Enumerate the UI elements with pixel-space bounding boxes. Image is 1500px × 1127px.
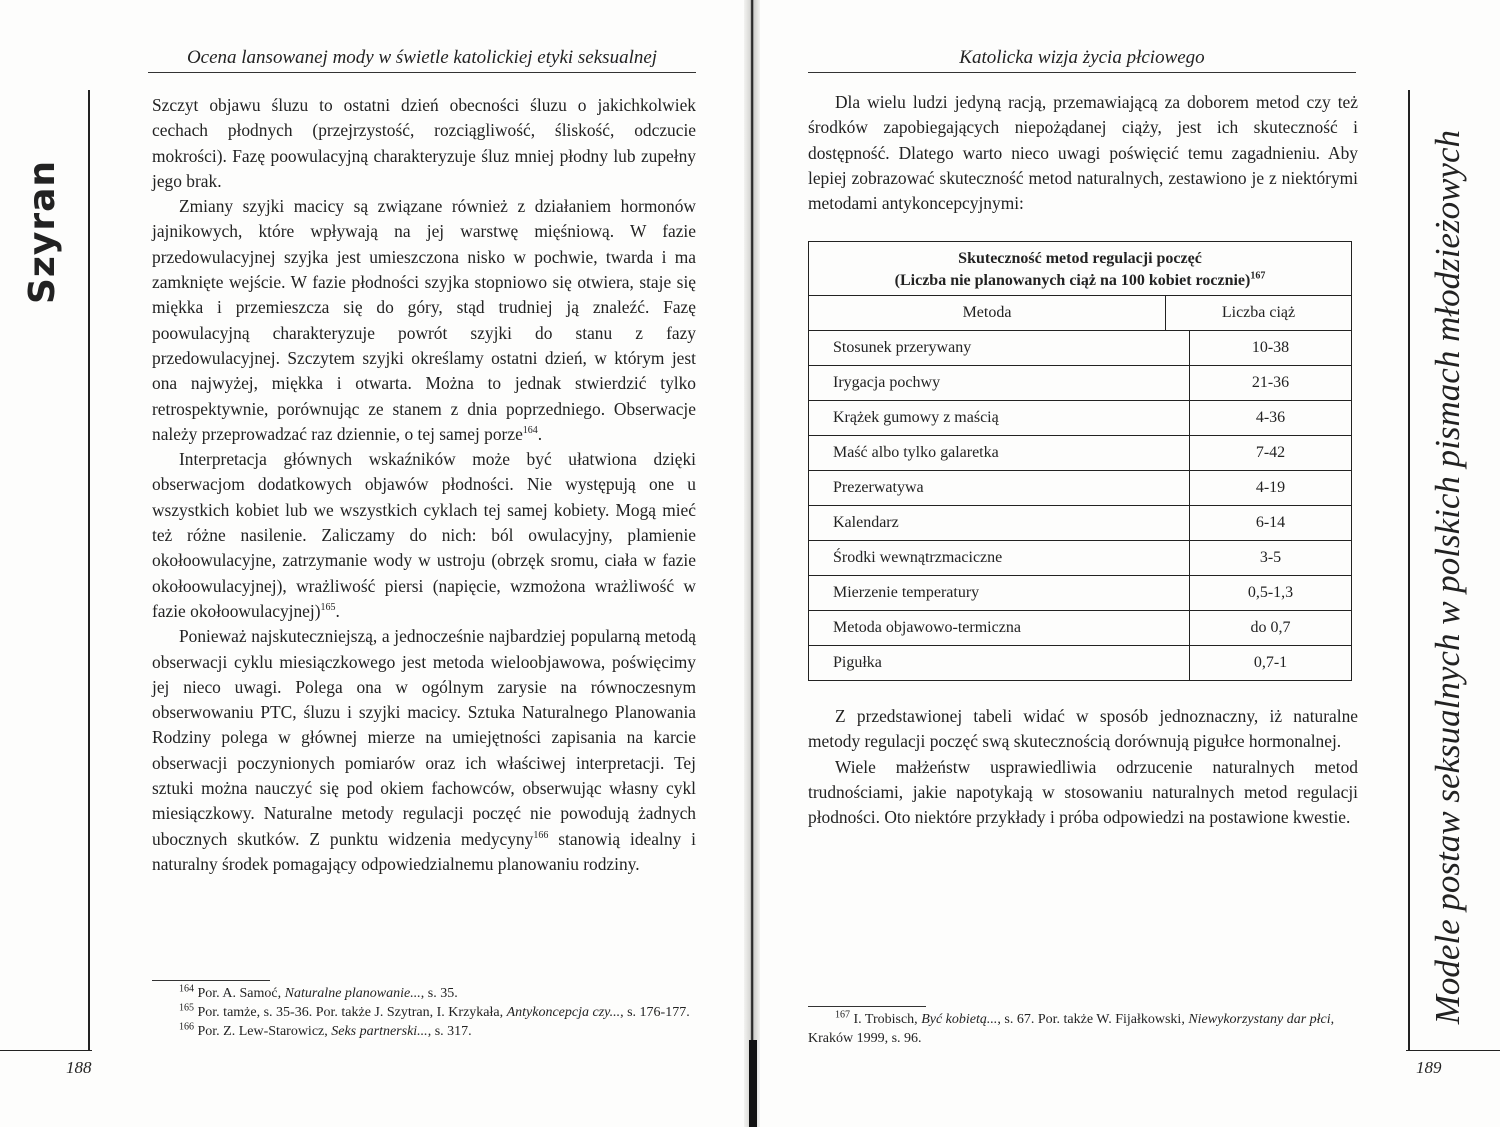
right-running-header: Katolicka wizja życia płciowego (808, 47, 1356, 73)
page-number: 188 (66, 1058, 92, 1077)
footnote-ref[interactable]: 164 (522, 425, 538, 437)
efficacy-table (808, 241, 1352, 681)
table-row: Stosunek przerywany 10-38 (809, 331, 1351, 366)
footnote-rule (808, 1006, 926, 1007)
left-footnotes (152, 984, 696, 1041)
paragraph: Zmiany szyjki macicy są związane również z działaniem hormonów jajnikowych, które wpływają na jej warstwę mięśniową. W fazie przedowulacyjnej szyjka jest umieszczona nisko w pochwie, twarda i ma zamknięte wejście. W fazie płodności szyjka stopniowo się otwiera, staje się miękka i przemieszcza się do góry, stąd trudniej ją znaleźć. Fazę poowulacyjną charakteryzuje powrót szyjki do stanu z fazy przedowulacyjnej. Szczytem szyjki określamy ostatni dzień, w którym jest ona najwyżej, miękka i otwarta. Można to jednak stwierdzić tylko retrospektywnie, porównując ze stanem z dnia poprzedniego. Obserwacje należy przeprowadzać raz dziennie, o tej samej porze$^{164}$. (152, 196, 696, 444)
left-side-tab (0, 90, 94, 1050)
footnote-ref[interactable]: 166 (533, 829, 549, 841)
right-side-tab (1406, 90, 1500, 1050)
table-row: Mierzenie temperatury 0,5-1,3 (809, 576, 1351, 611)
left-page (0, 0, 744, 1127)
footnote-ref[interactable]: 165 (320, 602, 336, 614)
footnote-rule (152, 980, 270, 981)
left-body-text (152, 93, 696, 877)
paragraph: Interpretacja głównych wskaźników może być ułatwiona dzięki obserwacjom dodatkowych objawów płodności. Nie występują one u wszystkich kobiet lub we wszystkich cyklach tej samej kobiety. Mogą mieć też różne nasilenie. Zaliczamy do nich: ból owulacyjny, plamienie okołoowulacyjne, zatrzymanie wody w ustroju (obrzęk sromu, ciała w fazie okołoowulacyjnej), wrażliwość piersi (napięcie, wzmożona wrażliwość w fazie okołoowulacyjnej)$^{165}$. (152, 449, 696, 621)
side-tab-rule (88, 90, 90, 1050)
paragraph: Ponieważ najskuteczniejszą, a jednocześnie najbardziej popularną metodą obserwacji cyklu miesiączkowego jest metoda wieloobjawowa, poświęcimy jej nieco uwagi. Polega ona w ogólnym zarysie na równoczesnym obserwowaniu PTC, śluzu i szyjki macicy. Sztuka Naturalnego Planowania Rodziny polega w głównej mierze na umiejętności zapisania na karcie obserwacji poczynionych pomiarów oraz ich właściwej interpretacji. Tej sztuki można nauczyć się pod okiem fachowców, obserwując własny cykl miesiączkowy. Naturalne metody regulacji poczęć nie powodują żadnych ubocznych skutków. Z punktu widzenia medycyny$^{166}$ stanowią idealny i naturalny środek pomagający odpowiedzialnemu planowaniu rodziny. (152, 626, 696, 874)
book-gutter (744, 0, 760, 1127)
page-bottom-rule (1406, 1050, 1500, 1051)
table-row: Maść albo tylko galaretka 7-42 (809, 436, 1351, 471)
paragraph: Wiele małżeństw usprawiedliwia odrzucenie naturalnych metod trudnościami, jakie napotykają w stosowaniu naturalnych metod regulacji płodności. Oto niektóre przykłady i próba odpowiedzi na postawione kwestie. (808, 756, 1358, 828)
table-row: Irygacja pochwy 21-36 (809, 366, 1351, 401)
footnote: $^{166}$ Por. Z. Lew-Starowicz, Seks partnerski..., s. 317. (179, 1021, 472, 1039)
paragraph: Dla wielu ludzi jedyną racją, przemawiającą za doborem metod czy też środków zapobiegających niepożądanej ciąży, jest ich skuteczność i dostępność. Dlatego warto nieco uwagi poświęcić temu zagadnieniu. Aby lepiej zobrazować skuteczność metod naturalnych, zestawiono je z niektórymi metodami antykoncepcyjnymi: (808, 92, 1358, 214)
footnote: $^{167}$ I. Trobisch, Być kobietą..., s. 67. Por. także W. Fijałkowski, Niewykorzystany dar płci, Kraków 1999, s. 96. (808, 1009, 1335, 1046)
table-row: Prezerwatywa 4-19 (809, 471, 1351, 506)
right-body-text-after-table (808, 704, 1358, 830)
paragraph: Szczyt objawu śluzu to ostatni dzień obecności śluzu o jakichkolwiek cechach płodnych (przejrzystość, rozciągliwość, śliskość, odczucie mokrości). Fazę poowulacyjną charakteryzuje śluz mniej płodny lub zupełny jego brak. (152, 95, 696, 191)
table-row: Pigułka 0,7-1 (809, 646, 1351, 680)
table-row: Metoda objawowo-termiczna do 0,7 (809, 611, 1351, 646)
table-row: Środki wewnątrzmaciczne 3-5 (809, 541, 1351, 576)
author-side-label: Szyran (22, 160, 63, 305)
footnote: $^{165}$ Por. tamże, s. 35-36. Por. także J. Szytran, I. Krzykała, Antykoncepcja czy..., s. 176-177. (179, 1002, 690, 1020)
paragraph: Z przedstawionej tabeli widać w sposób jednoznaczny, iż naturalne metody regulacji poczęć swą skutecznością dorównują pigułce hormonalnej. (808, 706, 1358, 752)
page-bottom-rule (0, 1050, 92, 1051)
footnote-ref[interactable]: 167 (1250, 270, 1266, 282)
header-method: Metoda (809, 296, 1166, 330)
footnote: $^{164}$ Por. A. Samoć, Naturalne planowanie..., s. 35. (179, 983, 458, 1001)
table-caption: Skuteczność metod regulacji poczęć (Liczba nie planowanych ciąż na 100 kobiet rocznie)$^{167}$ (809, 242, 1351, 296)
table-header-row (809, 296, 1351, 331)
right-body-text (808, 90, 1358, 216)
table-row: Krążek gumowy z maścią 4-36 (809, 401, 1351, 436)
header-value: Liczba ciąż (1221, 304, 1296, 321)
left-running-header: Ocena lansowanej mody w świetle katolickiej etyki seksualnej (148, 47, 696, 73)
page-number: 189 (1416, 1058, 1442, 1077)
table-row: Kalendarz 6-14 (809, 506, 1351, 541)
right-page (760, 0, 1500, 1127)
book-title-side-label: Modele postaw seksualnych w polskich pismach młodzieżowych (1428, 130, 1467, 1025)
side-tab-rule (1408, 90, 1410, 1050)
gutter-shadow (749, 1040, 757, 1127)
right-footnotes (808, 1010, 1358, 1048)
